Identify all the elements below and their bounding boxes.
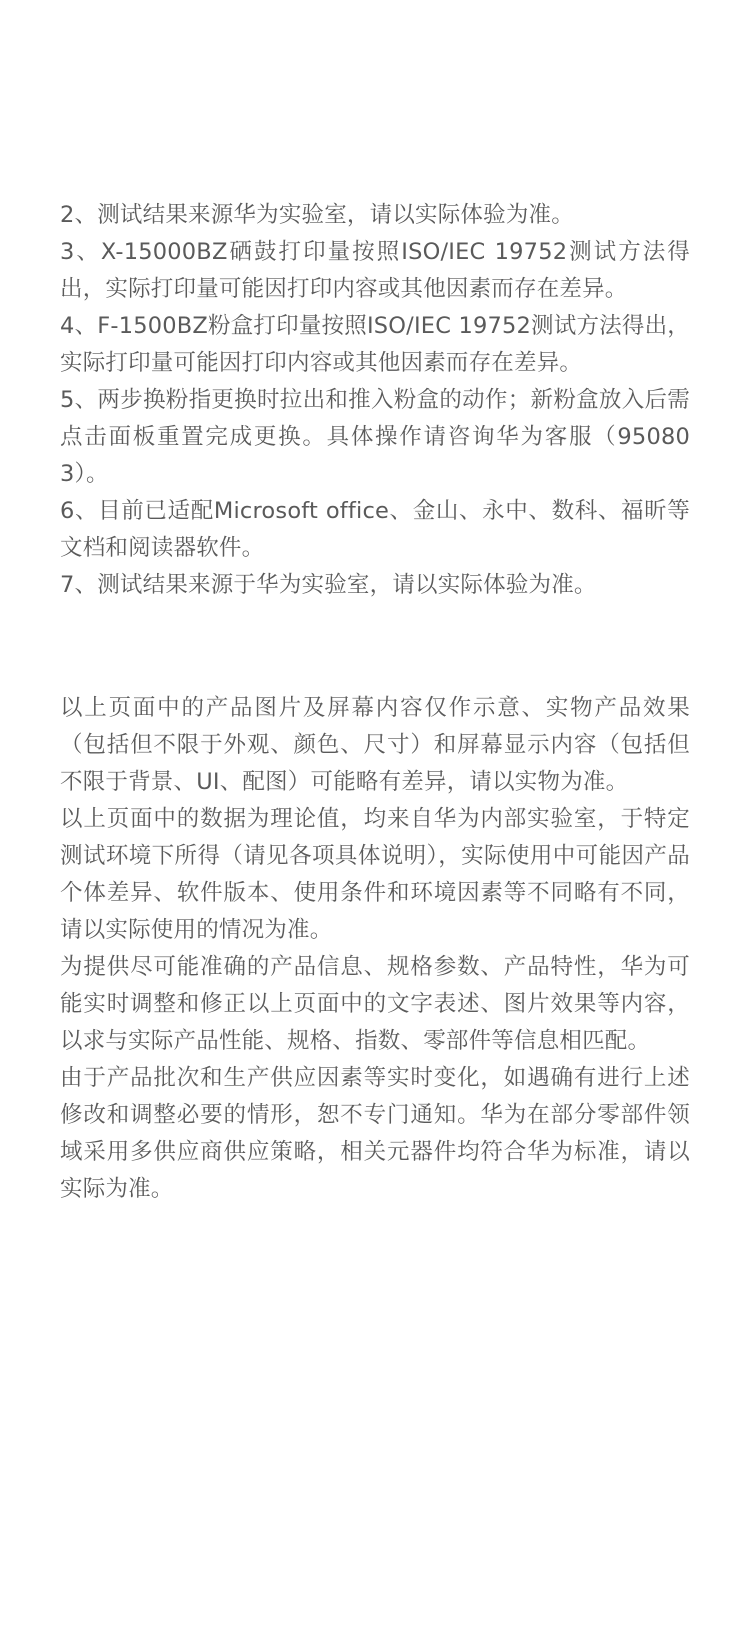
footnote-6: 6、目前已适配Microsoft office、金山、永中、数科、福昕等文档和阅读器软件。 bbox=[60, 498, 690, 561]
footnote-2: 2、测试结果来源华为实验室，请以实际体验为准。 bbox=[60, 202, 574, 228]
disclaimer-paragraph-images: 以上页面中的产品图片及屏幕内容仅作示意、实物产品效果（包括但不限于外观、颜色、尺寸）和屏幕显示内容（包括但不限于背景、UI、配图）可能略有差异，请以实物为准。 bbox=[60, 695, 690, 795]
legal-disclaimer-section bbox=[60, 690, 690, 1208]
disclaimer-paragraph-data: 以上页面中的数据为理论值，均来自华为内部实验室，于特定测试环境下所得（请见各项具体说明），实际使用中可能因产品个体差异、软件版本、使用条件和环境因素等不同略有不同，请以实际使用的情况为准。 bbox=[60, 806, 690, 943]
disclaimer-paragraph-suppliers: 由于产品批次和生产供应因素等实时变化，如遇确有进行上述修改和调整必要的情形，恕不专门通知。华为在部分零部件领域采用多供应商供应策略，相关元器件均符合华为标准，请以实际为准。 bbox=[60, 1065, 690, 1202]
footnote-4: 4、F-1500BZ粉盒打印量按照ISO/IEC 19752测试方法得出，实际打印量可能因打印内容或其他因素而存在差异。 bbox=[60, 313, 690, 376]
footnote-5: 5、两步换粉指更换时拉出和推入粉盒的动作；新粉盒放入后需点击面板重置完成更换。具体操作请咨询华为客服（950803）。 bbox=[60, 387, 690, 487]
footnote-7: 7、测试结果来源于华为实验室，请以实际体验为准。 bbox=[60, 572, 597, 598]
footnotes-section bbox=[60, 197, 690, 604]
footnote-3: 3、X-15000BZ硒鼓打印量按照ISO/IEC 19752测试方法得出，实际打印量可能因打印内容或其他因素而存在差异。 bbox=[60, 239, 690, 302]
disclaimer-paragraph-adjustments: 为提供尽可能准确的产品信息、规格参数、产品特性，华为可能实时调整和修正以上页面中的文字表述、图片效果等内容，以求与实际产品性能、规格、指数、零部件等信息相匹配。 bbox=[60, 954, 690, 1054]
